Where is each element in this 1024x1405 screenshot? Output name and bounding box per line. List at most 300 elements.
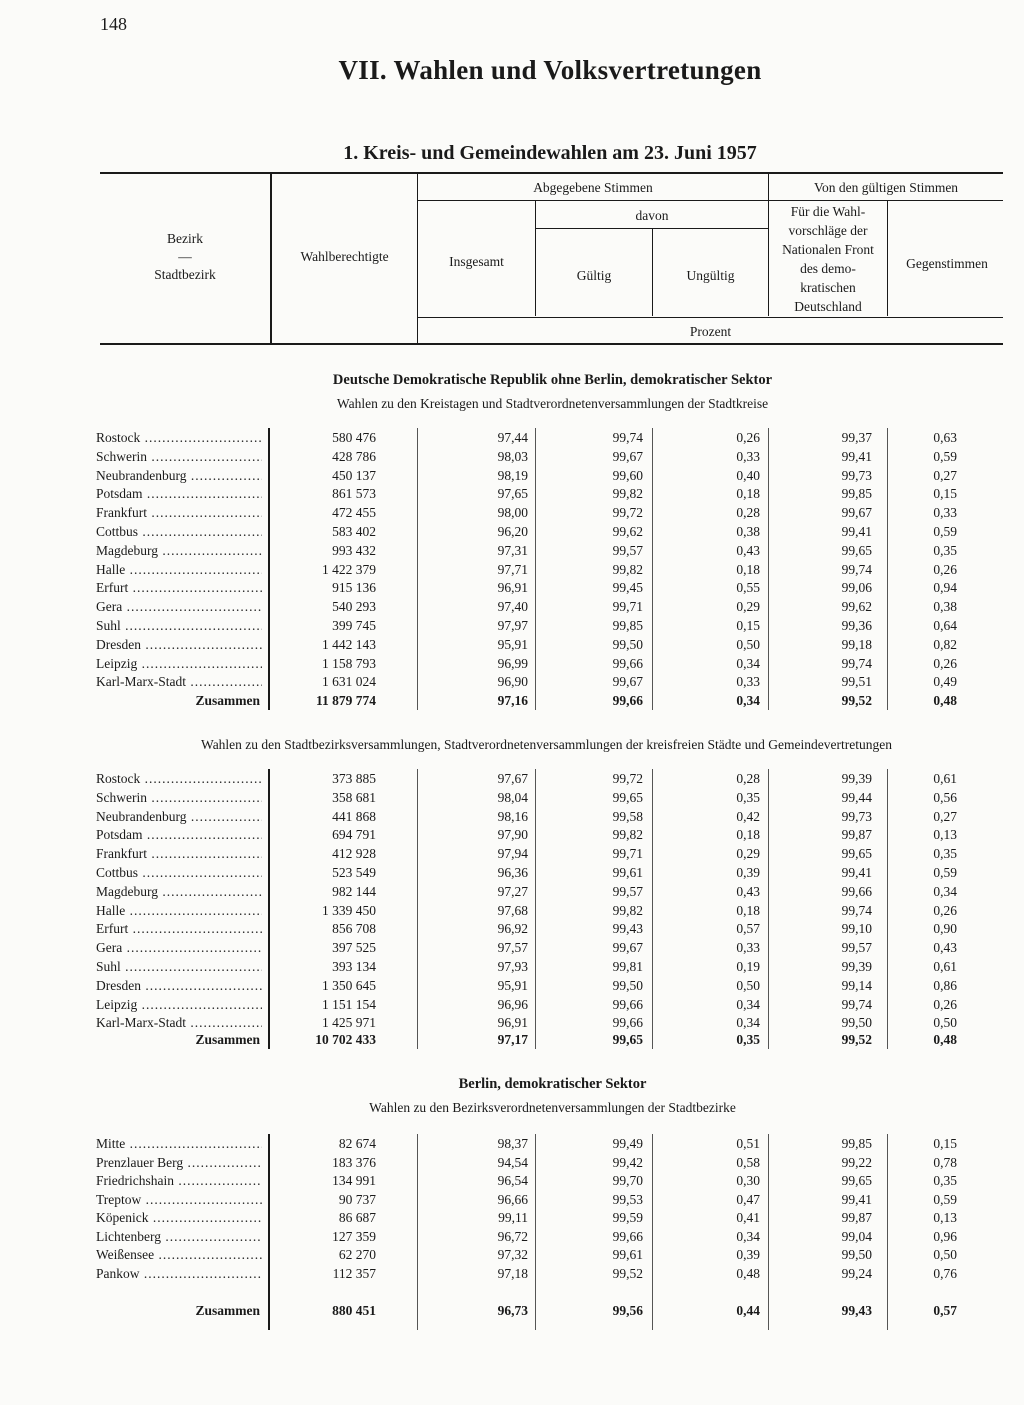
row-label: Prenzlauer Berg ..... [96,1153,262,1172]
against-percent: 0,13 [933,827,957,843]
eligible-voters: 86 687 [338,1210,376,1225]
table-row [96,597,966,616]
table-row [96,1208,966,1227]
against-percent: 0,15 [933,486,957,502]
cast-total: 96,72 [497,1228,528,1244]
front-percent: 99,65 [841,846,872,862]
header-front-line: Nationalen Front [782,242,874,257]
header-prozent: Prozent [689,324,732,339]
eligible-voters: 399 745 [332,618,376,633]
against-percent: 0,76 [933,1265,957,1281]
against-percent: 0,59 [933,524,957,539]
against-percent: 0,13 [933,1210,957,1225]
front-percent: 99,52 [841,693,872,708]
table-row [96,503,966,522]
cast-total: 96,66 [497,1191,528,1207]
valid-percent: 99,43 [612,921,643,937]
front-percent: 99,65 [841,1173,872,1188]
table-row [96,616,966,635]
front-percent: 99,41 [841,1191,872,1207]
invalid-percent: 0,34 [736,996,760,1012]
front-percent: 99,14 [841,977,872,993]
invalid-percent: 0,44 [736,1303,760,1318]
front-percent: 99,74 [841,902,872,918]
invalid-percent: 0,33 [736,940,760,956]
table-row [96,484,966,503]
header-nationale-front [769,202,887,316]
row-label: Schwerin ..... [96,447,262,466]
front-percent: 99,57 [841,940,872,956]
against-percent: 0,50 [933,1247,957,1262]
table-row [96,560,966,579]
cast-total: 97,57 [497,940,528,956]
cast-total: 97,67 [497,771,528,786]
against-percent: 0,78 [933,1154,957,1170]
eligible-voters: 472 455 [332,505,376,521]
valid-percent: 99,71 [612,599,643,615]
eligible-voters: 82 674 [338,1136,376,1151]
against-percent: 0,43 [933,940,957,956]
row-label: Pankow ..... [96,1264,262,1283]
against-percent: 0,26 [933,902,957,918]
invalid-percent: 0,42 [736,808,760,824]
eligible-voters: 127 359 [332,1228,376,1244]
table-total-row [96,1301,966,1320]
cast-total: 97,31 [497,542,528,558]
invalid-percent: 0,18 [736,827,760,843]
table-row [96,901,966,920]
cast-total: 96,96 [497,996,528,1012]
cast-total: 97,93 [497,959,528,974]
invalid-percent: 0,29 [736,599,760,615]
eligible-voters: 1 339 450 [322,902,376,918]
invalid-percent: 0,58 [736,1154,760,1170]
valid-percent: 99,65 [612,1032,643,1047]
block-title-ddr: Deutsche Demokratische Republik ohne Berlin, demokratischer Sektor [332,372,773,388]
header-front-line: kratischen [800,280,856,295]
valid-percent: 99,60 [612,467,643,483]
table-row [96,957,966,976]
invalid-percent: 0,51 [736,1136,760,1151]
valid-percent: 99,82 [612,902,643,918]
invalid-percent: 0,41 [736,1210,760,1225]
invalid-percent: 0,18 [736,902,760,918]
invalid-percent: 0,34 [736,1015,760,1031]
front-percent: 99,41 [841,524,872,539]
cast-total: 99,11 [498,1210,528,1225]
invalid-percent: 0,35 [736,789,760,805]
block-subtitle-kreistage: Wahlen zu den Kreistagen und Stadtverordnetenversammlungen der Stadtkreise [336,396,769,411]
row-label: Gera ..... [96,938,262,957]
valid-percent: 99,72 [612,505,643,521]
invalid-percent: 0,48 [736,1265,760,1281]
header-abgegebene-stimmen: Abgegebene Stimmen [533,180,653,195]
front-percent: 99,62 [841,599,872,615]
row-label: Neubrandenburg ..... [96,807,262,826]
against-percent: 0,15 [933,1136,957,1151]
header-rule-davon [536,228,768,229]
row-label: Potsdam ..... [96,825,262,844]
valid-percent: 99,49 [612,1136,643,1151]
valid-percent: 99,66 [612,1015,643,1031]
front-percent: 99,43 [841,1303,872,1318]
against-percent: 0,35 [933,542,957,558]
front-percent: 99,22 [841,1154,872,1170]
valid-percent: 99,61 [612,865,643,880]
row-label: Schwerin ..... [96,788,262,807]
cast-total: 96,36 [497,865,528,880]
row-label: Zusammen [195,1303,260,1318]
against-percent: 0,64 [933,618,957,633]
invalid-percent: 0,18 [736,486,760,502]
valid-percent: 99,66 [612,655,643,671]
invalid-percent: 0,47 [736,1191,760,1207]
cast-total: 97,18 [497,1265,528,1281]
eligible-voters: 10 702 433 [315,1032,376,1047]
block-title-berlin: Berlin, demokratischer Sektor [458,1076,647,1092]
valid-percent: 99,65 [612,789,643,805]
against-percent: 0,56 [933,789,957,805]
invalid-percent: 0,28 [736,505,760,521]
row-label: Köpenick ..... [96,1208,262,1227]
valid-percent: 99,67 [612,674,643,690]
front-percent: 99,66 [841,883,872,899]
against-percent: 0,59 [933,448,957,464]
row-label: Weißensee ..... [96,1245,262,1264]
table-row [96,919,966,938]
eligible-voters: 358 681 [332,789,376,805]
front-percent: 99,41 [841,865,872,880]
valid-percent: 99,81 [612,959,643,974]
valid-percent: 99,74 [612,430,643,445]
valid-percent: 99,59 [612,1210,643,1225]
cast-total: 97,32 [497,1247,528,1262]
cast-total: 97,94 [497,846,528,862]
valid-percent: 99,50 [612,636,643,652]
cast-total: 96,20 [497,524,528,539]
header-ungueltig: Ungültig [686,268,735,283]
against-percent: 0,59 [933,865,957,880]
eligible-voters: 450 137 [332,467,376,483]
front-percent: 99,51 [841,674,872,690]
against-percent: 0,61 [933,959,957,974]
front-percent: 99,39 [841,771,872,786]
eligible-voters: 397 525 [332,940,376,956]
eligible-voters: 1 422 379 [322,561,376,577]
header-top-rule [100,172,1003,174]
eligible-voters: 393 134 [332,959,376,974]
invalid-percent: 0,33 [736,674,760,690]
invalid-percent: 0,30 [736,1173,760,1188]
eligible-voters: 90 737 [338,1191,376,1207]
against-percent: 0,49 [933,674,957,690]
cast-total: 95,91 [497,636,528,652]
eligible-voters: 540 293 [332,599,376,615]
eligible-voters: 856 708 [332,921,376,937]
front-percent: 99,87 [841,1210,872,1225]
table-row [96,1190,966,1209]
against-percent: 0,50 [933,1015,957,1031]
header-bottom-rule [100,343,1003,345]
row-label: Magdeburg ..... [96,882,262,901]
cast-total: 97,90 [497,827,528,843]
against-percent: 0,34 [933,883,957,899]
front-percent: 99,39 [841,959,872,974]
header-wahlberechtigte: Wahlberechtigte [300,249,389,264]
eligible-voters: 1 151 154 [322,996,376,1012]
against-percent: 0,27 [933,808,957,824]
cast-total: 98,16 [497,808,528,824]
header-front-line: des demo- [800,261,856,276]
header-front-line: vorschläge der [788,223,868,238]
front-percent: 99,44 [841,789,872,805]
invalid-percent: 0,18 [736,561,760,577]
row-label: Zusammen [195,693,260,708]
front-percent: 99,85 [841,1136,872,1151]
invalid-percent: 0,26 [736,430,760,445]
valid-percent: 99,57 [612,542,643,558]
table-row [96,1227,966,1246]
eligible-voters: 183 376 [332,1154,376,1170]
eligible-voters: 915 136 [332,580,376,596]
table-row [96,825,966,844]
header-davon: davon [635,208,669,223]
against-percent: 0,35 [933,846,957,862]
eligible-voters: 1 350 645 [322,977,376,993]
row-label: Mitte ..... [96,1134,262,1153]
front-percent: 99,06 [841,580,872,596]
front-percent: 99,65 [841,542,872,558]
table-row [96,1264,966,1283]
table-row [96,672,966,691]
invalid-percent: 0,35 [736,1032,760,1047]
against-percent: 0,61 [933,771,957,786]
front-percent: 99,52 [841,1032,872,1047]
cast-total: 98,04 [497,789,528,805]
cast-total: 97,44 [497,430,528,445]
table-row [96,788,966,807]
cast-total: 97,40 [497,599,528,615]
cast-total: 98,37 [497,1136,528,1151]
row-label: Gera ..... [96,597,262,616]
row-label: Friedrichshain ..... [96,1171,262,1190]
invalid-percent: 0,43 [736,883,760,899]
row-label: Erfurt ..... [96,919,262,938]
invalid-percent: 0,50 [736,977,760,993]
eligible-voters: 880 451 [332,1303,376,1318]
row-label: Cottbus ..... [96,522,262,541]
eligible-voters: 112 357 [332,1265,376,1281]
invalid-percent: 0,28 [736,771,760,786]
table-row [96,1245,966,1264]
table-row [96,976,966,995]
header-stadtbezirk: Stadtbezirk [154,267,216,282]
block-subtitle-gemeinden: Wahlen zu den Stadtbezirksversammlungen, Stadtverordnetenversammlungen der kreisfreien Städte und Gemeindevertretungen [201,737,892,752]
row-label: Erfurt ..... [96,578,262,597]
invalid-percent: 0,19 [736,959,760,974]
eligible-voters: 993 432 [332,542,376,558]
cast-total: 96,91 [497,1015,528,1031]
header-von-den-gueltigen: Von den gültigen Stimmen [813,180,959,195]
row-label: Rostock ..... [96,428,262,447]
row-label: Halle ..... [96,560,262,579]
against-percent: 0,38 [933,599,957,615]
cast-total: 97,17 [497,1032,528,1047]
row-label: Frankfurt ..... [96,503,262,522]
front-percent: 99,50 [841,1247,872,1262]
against-percent: 0,86 [933,977,957,993]
row-label: Potsdam ..... [96,484,262,503]
table-row [96,995,966,1014]
header-gueltig: Gültig [576,268,612,283]
chapter-title: VII. Wahlen und Volksvertretungen [338,55,762,85]
row-label: Cottbus ..... [96,863,262,882]
eligible-voters: 1 425 971 [322,1015,376,1031]
eligible-voters: 1 631 024 [322,674,376,690]
eligible-voters: 11 879 774 [315,693,376,708]
table-row [96,578,966,597]
cast-total: 97,97 [497,618,528,633]
against-percent: 0,35 [933,1173,957,1188]
invalid-percent: 0,57 [736,921,760,937]
cast-total: 97,68 [497,902,528,918]
valid-percent: 99,82 [612,827,643,843]
cast-total: 96,92 [497,921,528,937]
valid-percent: 99,61 [612,1247,643,1262]
cast-total: 97,27 [497,883,528,899]
valid-percent: 99,53 [612,1191,643,1207]
header-front-line: Deutschland [794,299,862,314]
eligible-voters: 441 868 [332,808,376,824]
valid-percent: 99,62 [612,524,643,539]
row-label: Lichtenberg ..... [96,1227,262,1246]
valid-percent: 99,85 [612,618,643,633]
against-percent: 0,82 [933,636,957,652]
header-bezirk: Bezirk [167,231,203,246]
valid-percent: 99,45 [612,580,643,596]
valid-percent: 99,66 [612,693,643,708]
front-percent: 99,37 [841,430,872,445]
row-label: Suhl ..... [96,616,262,635]
valid-percent: 99,82 [612,561,643,577]
invalid-percent: 0,34 [736,693,760,708]
invalid-percent: 0,34 [736,655,760,671]
row-label: Karl-Marx-Stadt ..... [96,1013,262,1032]
valid-percent: 99,70 [612,1173,643,1188]
front-percent: 99,41 [841,448,872,464]
section-title: 1. Kreis- und Gemeindewahlen am 23. Juni 1957 [343,142,757,164]
row-label: Karl-Marx-Stadt ..... [96,672,262,691]
invalid-percent: 0,34 [736,1228,760,1244]
row-label: Suhl ..... [96,957,262,976]
row-label: Leipzig ..... [96,654,262,673]
eligible-voters: 373 885 [332,771,376,786]
row-label: Dresden ..... [96,635,262,654]
row-label: Frankfurt ..... [96,844,262,863]
table-row [96,1153,966,1172]
front-percent: 99,74 [841,996,872,1012]
against-percent: 0,94 [933,580,957,596]
table-row [96,428,966,447]
row-label: Neubrandenburg ..... [96,466,262,485]
table-row [96,635,966,654]
table-row [96,882,966,901]
cast-total: 98,03 [497,448,528,464]
cast-total: 96,99 [497,655,528,671]
valid-percent: 99,52 [612,1265,643,1281]
against-percent: 0,90 [933,921,957,937]
invalid-percent: 0,55 [736,580,760,596]
front-percent: 99,74 [841,655,872,671]
table-total-row [96,691,966,710]
row-label: Dresden ..... [96,976,262,995]
table-row [96,769,966,788]
header-rule-prozent [418,317,1003,318]
cast-total: 97,65 [497,486,528,502]
header-rule-cast [418,200,1003,201]
table-row [96,1134,966,1153]
front-percent: 99,04 [841,1228,872,1244]
eligible-voters: 694 791 [332,827,376,843]
eligible-voters: 1 442 143 [322,636,376,652]
against-percent: 0,27 [933,467,957,483]
front-percent: 99,67 [841,505,872,521]
against-percent: 0,96 [933,1228,957,1244]
table-row [96,654,966,673]
cast-total: 95,91 [497,977,528,993]
invalid-percent: 0,43 [736,542,760,558]
table-row [96,1171,966,1190]
eligible-voters: 412 928 [332,846,376,862]
front-percent: 99,87 [841,827,872,843]
invalid-percent: 0,38 [736,524,760,539]
valid-percent: 99,67 [612,448,643,464]
table-row [96,447,966,466]
against-percent: 0,26 [933,561,957,577]
row-label: Treptow ..... [96,1190,262,1209]
header-front-line: Für die Wahl- [790,204,866,219]
eligible-voters: 62 270 [338,1247,376,1262]
front-percent: 99,18 [841,636,872,652]
eligible-voters: 428 786 [332,448,376,464]
valid-percent: 99,57 [612,883,643,899]
cast-total: 97,16 [497,693,528,708]
invalid-percent: 0,39 [736,1247,760,1262]
invalid-percent: 0,40 [736,467,760,483]
cast-total: 97,71 [497,561,528,577]
cast-total: 98,19 [497,467,528,483]
header-dash: — [178,249,192,264]
cast-total: 96,90 [497,674,528,690]
row-label: Leipzig ..... [96,995,262,1014]
table-row [96,522,966,541]
valid-percent: 99,71 [612,846,643,862]
against-percent: 0,48 [933,693,957,708]
eligible-voters: 583 402 [332,524,376,539]
front-percent: 99,36 [841,618,872,633]
against-percent: 0,57 [933,1303,957,1318]
valid-percent: 99,66 [612,996,643,1012]
front-percent: 99,50 [841,1015,872,1031]
table-row [96,541,966,560]
invalid-percent: 0,50 [736,636,760,652]
valid-percent: 99,56 [612,1303,643,1318]
eligible-voters: 861 573 [332,486,376,502]
cast-total: 96,91 [497,580,528,596]
cast-total: 94,54 [497,1154,528,1170]
valid-percent: 99,66 [612,1228,643,1244]
invalid-percent: 0,33 [736,448,760,464]
